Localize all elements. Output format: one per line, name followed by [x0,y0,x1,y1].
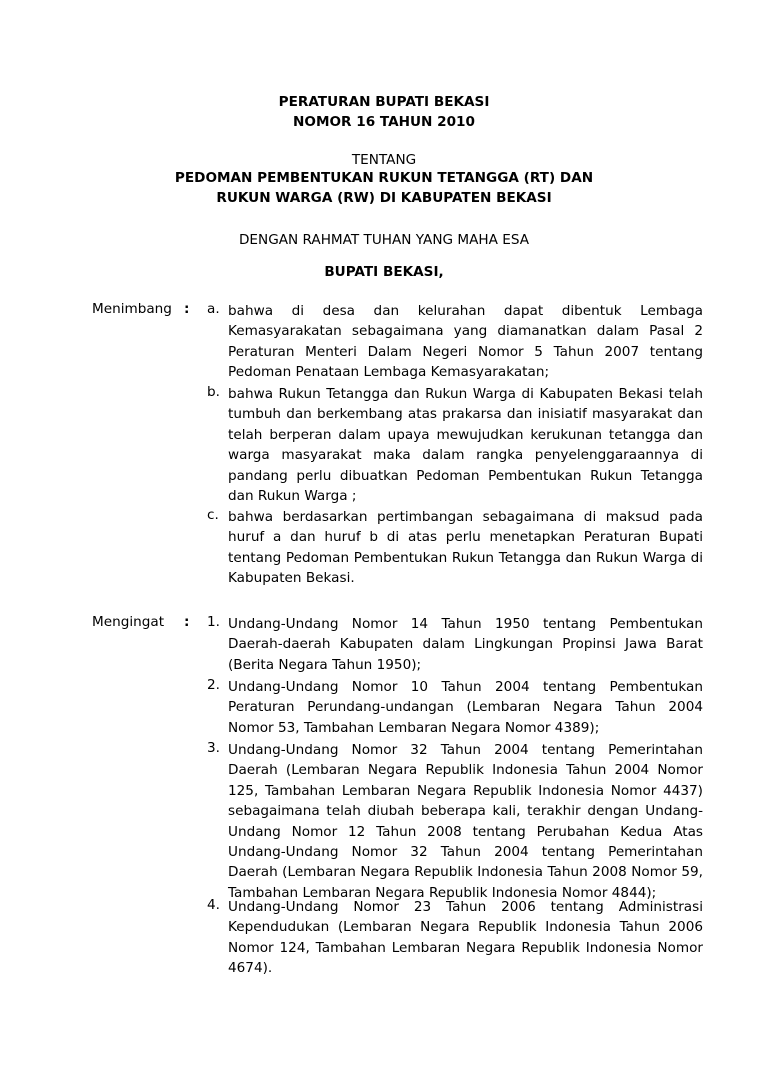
subject-line-1: PEDOMAN PEMBENTUKAN RUKUN TETANGGA (RT) DAN [174,170,594,186]
mengingat-item-1 [207,614,703,675]
regulation-number: NOMOR 16 TAHUN 2010 [293,114,475,130]
regulation-title: PERATURAN BUPATI BEKASI [278,94,490,110]
item-marker: c. [207,507,219,523]
bupati-heading: BUPATI BEKASI, [324,264,444,280]
item-marker: 1. [207,614,220,630]
item-text: bahwa berdasarkan pertimbangan sebagaimana di maksud pada huruf a dan huruf b di atas perlu menetapkan Peraturan Bupati tentang Pedoman Pembentukan Rukun Tetangga dan Rukun Warga di Kabupaten Bekasi. [228,509,703,587]
item-marker: 3. [207,740,220,756]
menimbang-item-a [207,301,703,383]
menimbang-colon: : [184,301,190,317]
menimbang-item-b [207,384,703,506]
item-marker: b. [207,384,220,400]
mengingat-item-2 [207,677,703,738]
subject-line-2: RUKUN WARGA (RW) DI KABUPATEN BEKASI [216,190,552,206]
mengingat-label: Mengingat [92,614,165,630]
item-marker: 2. [207,677,220,693]
item-text: Undang-Undang Nomor 23 Tahun 2006 tentang Administrasi Kependudukan (Lembaran Negara Republik Indonesia Tahun 2006 Nomor 124, Tambahan Lembaran Negara Republik Indonesia Nomor 4674). [228,899,703,977]
item-text: Undang-Undang Nomor 10 Tahun 2004 tentang Pembentukan Peraturan Perundang-undangan (Lembaran Negara Tahun 2004 Nomor 53, Tambahan Lembaran Negara Nomor 4389); [228,679,703,736]
mengingat-item-3 [207,740,703,903]
tentang-label: TENTANG [351,152,417,168]
mengingat-colon: : [184,614,190,630]
item-text: bahwa di desa dan kelurahan dapat dibentuk Lembaga Kemasyarakatan sebagaimana yang diamanatkan dalam Pasal 2 Peraturan Menteri Dalam Negeri Nomor 5 Tahun 2007 tentang Pedoman Penataan Lembaga Kemasyarakatan; [228,303,703,381]
mengingat-item-4 [207,897,703,979]
item-text: bahwa Rukun Tetangga dan Rukun Warga di Kabupaten Bekasi telah tumbuh dan berkembang atas prakarsa dan inisiatif masyarakat dan telah berperan dalam upaya mewujudkan kerukunan tetangga dan warga masyarakat maka dalam rangka penyelenggaraannya di pandang perlu dibuatkan Pedoman Pembentukan Rukun Tetangga dan Rukun Warga ; [228,386,703,505]
rahmat-line: DENGAN RAHMAT TUHAN YANG MAHA ESA [238,232,530,248]
item-text: Undang-Undang Nomor 32 Tahun 2004 tentang Pemerintahan Daerah (Lembaran Negara Republik Indonesia Tahun 2004 Nomor 125, Tambahan Lembaran Negara Republik Indonesia Nomor 4437) sebagaimana telah diubah beberapa kali, terakhir dengan Undang-Undang Nomor 12 Tahun 2008 tentang Perubahan Kedua Atas Undang-Undang Nomor 32 Tahun 2004 tentang Pemerintahan Daerah (Lembaran Negara Republik Indonesia Tahun 2008 Nomor 59, Tambahan Lembaran Negara Republik Indonesia Nomor 4844); [228,742,703,901]
menimbang-label: Menimbang [92,301,172,317]
item-marker: a. [207,301,220,317]
menimbang-item-c [207,507,703,589]
item-marker: 4. [207,897,220,913]
item-text: Undang-Undang Nomor 14 Tahun 1950 tentang Pembentukan Daerah-daerah Kabupaten dalam Lingkungan Propinsi Jawa Barat (Berita Negara Tahun 1950); [228,616,703,673]
